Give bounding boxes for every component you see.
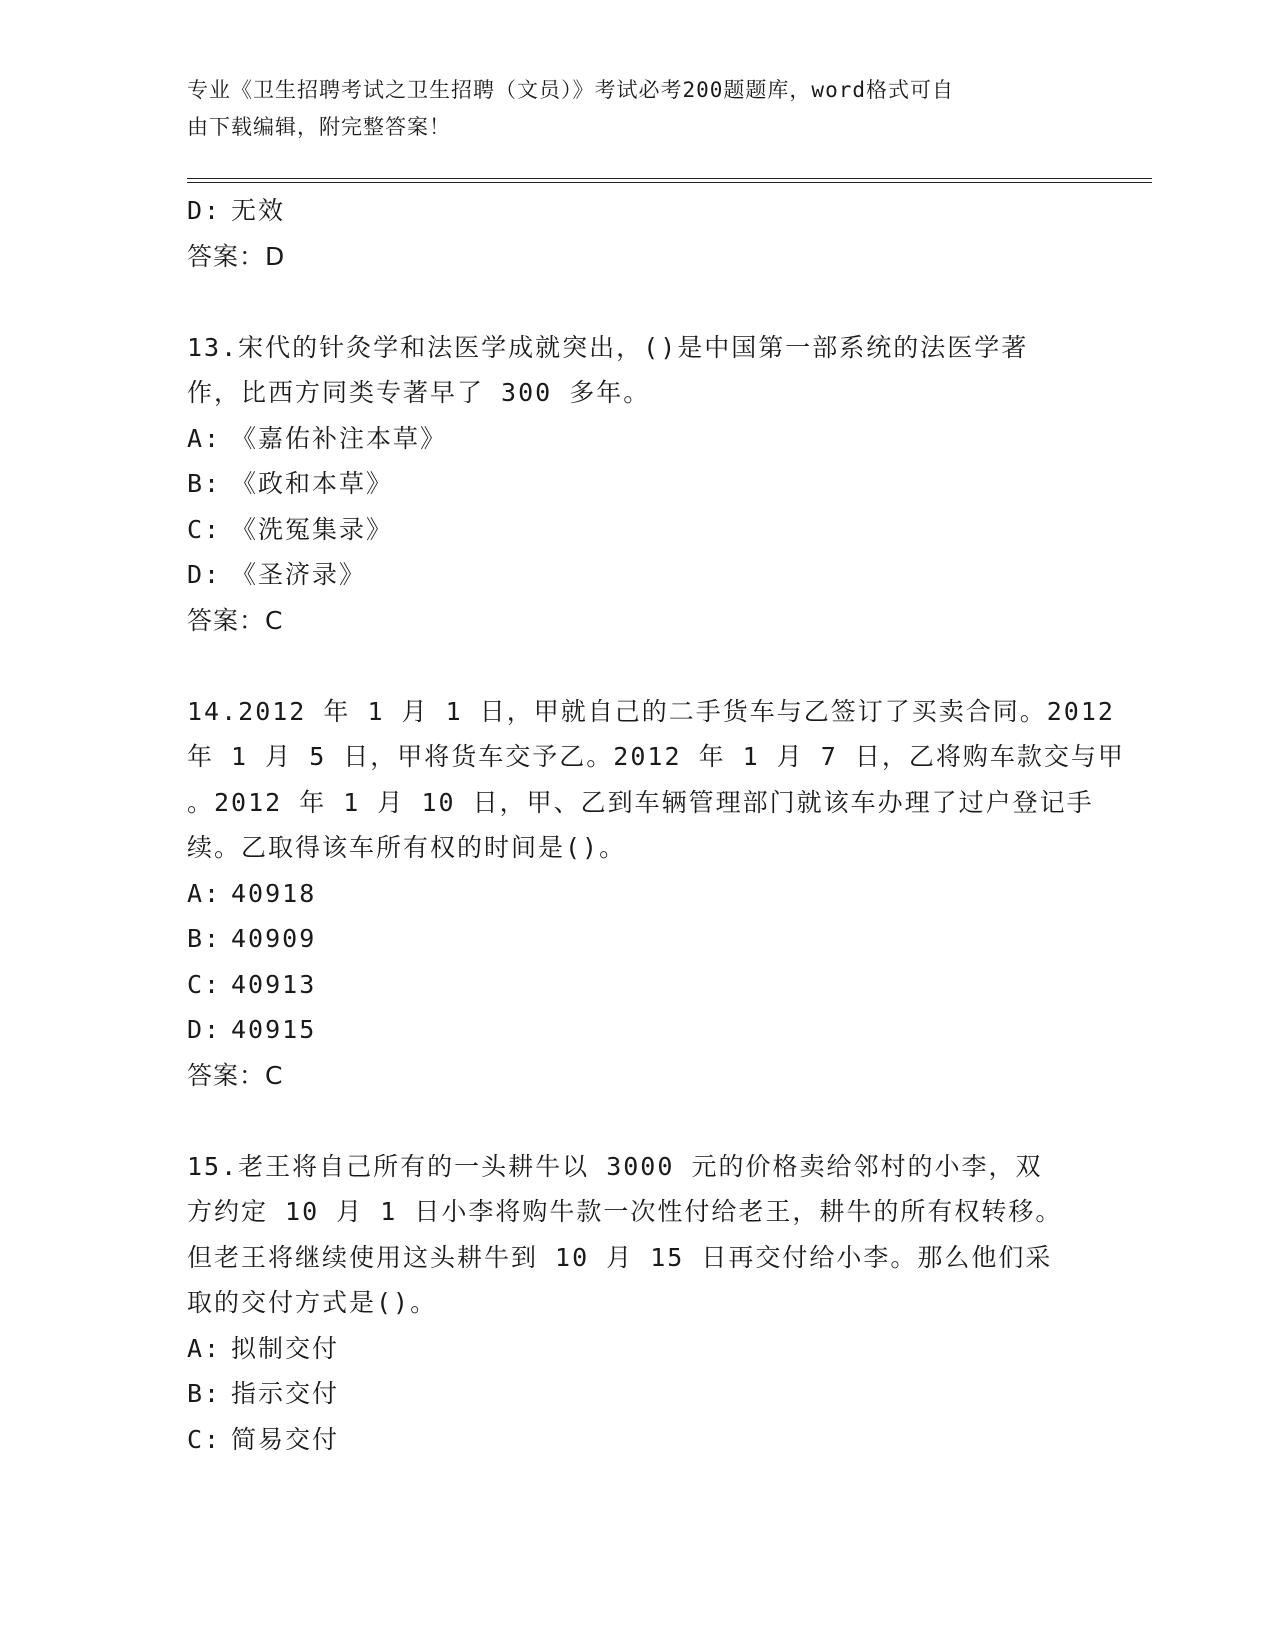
- question-15: [187, 1144, 1087, 1463]
- question-text-line: 续。乙取得该车所有权的时间是()。: [187, 833, 627, 862]
- question-text-line: 作，比西方同类专著早了 300 多年。: [187, 378, 651, 407]
- option-label: B:: [187, 469, 222, 498]
- option-a: [187, 1326, 1087, 1372]
- option-label: A:: [187, 423, 222, 453]
- option-text: 《嘉佑补注本草》: [231, 423, 448, 453]
- option-b: [187, 916, 1087, 962]
- option-c: [187, 1417, 1087, 1463]
- option-text: 《洗冤集录》: [231, 514, 394, 544]
- question-text-line: 方约定 10 月 1 日小李将购牛款一次性付给老王，耕牛的所有权转移。: [187, 1197, 1063, 1226]
- option-label: A:: [187, 878, 222, 908]
- option-a: [187, 416, 1087, 462]
- option-label: C:: [187, 1424, 222, 1454]
- option-text: 《政和本草》: [231, 469, 394, 498]
- prev-option-d: [187, 188, 1087, 234]
- header-line-2: 由下载编辑，附完整答案！: [187, 115, 451, 139]
- option-label: C:: [187, 969, 222, 999]
- option-text: 40913: [231, 969, 317, 999]
- question-list: [187, 188, 1125, 1462]
- option-text: 指示交付: [231, 1379, 340, 1408]
- question-text-line: 取的交付方式是()。: [187, 1288, 438, 1317]
- option-b: [187, 1371, 1087, 1417]
- option-text: 《圣济录》: [231, 560, 367, 589]
- question-13: [187, 325, 1087, 644]
- option-label: A:: [187, 1333, 222, 1363]
- option-label: C:: [187, 514, 222, 544]
- question-text-line: 13.宋代的针灸学和法医学成就突出，()是中国第一部系统的法医学著: [187, 332, 1029, 362]
- header-divider-top: [187, 178, 1152, 179]
- page-header: [187, 72, 1067, 146]
- option-label: D:: [187, 196, 222, 225]
- header-divider-bottom: [187, 182, 1152, 183]
- spacer: [187, 643, 1087, 689]
- header-line-1: 专业《卫生招聘考试之卫生招聘（文员）》考试必考200题题库，word格式可自: [187, 78, 954, 102]
- option-text: 40909: [231, 924, 317, 953]
- option-text: 无效: [231, 196, 286, 225]
- question-text-line: 年 1 月 5 日，甲将货车交予乙。2012 年 1 月 7 日，乙将购车款交与甲: [187, 742, 1125, 771]
- option-label: B:: [187, 924, 222, 953]
- option-text: 简易交付: [231, 1424, 340, 1454]
- spacer: [187, 279, 1087, 325]
- spacer: [187, 1098, 1087, 1144]
- prev-answer: 答案：D: [187, 241, 286, 271]
- question-text-line: 。2012 年 1 月 10 日，甲、乙到车辆管理部门就该车办理了过户登记手: [187, 787, 1094, 817]
- option-c: [187, 962, 1087, 1008]
- option-label: B:: [187, 1379, 222, 1408]
- option-b: [187, 461, 1087, 507]
- question-text-line: 但老王将继续使用这头耕牛到 10 月 15 日再交付给小李。那么他们采: [187, 1242, 1053, 1272]
- option-d: [187, 1007, 1087, 1053]
- option-label: D:: [187, 1015, 222, 1044]
- option-label: D:: [187, 560, 222, 589]
- option-c: [187, 507, 1087, 553]
- option-text: 40915: [231, 1015, 317, 1044]
- option-text: 40918: [231, 878, 317, 908]
- option-d: [187, 552, 1087, 598]
- answer: 答案：C: [187, 605, 284, 635]
- answer: 答案：C: [187, 1060, 284, 1090]
- question-text-line: 15.老王将自己所有的一头耕牛以 3000 元的价格卖给邻村的小李，双: [187, 1151, 1043, 1181]
- option-a: [187, 871, 1087, 917]
- question-14: [187, 689, 1125, 1099]
- option-text: 拟制交付: [231, 1333, 340, 1363]
- question-text-line: 14.2012 年 1 月 1 日，甲就自己的二手货车与乙签订了买卖合同。2012: [187, 696, 1115, 726]
